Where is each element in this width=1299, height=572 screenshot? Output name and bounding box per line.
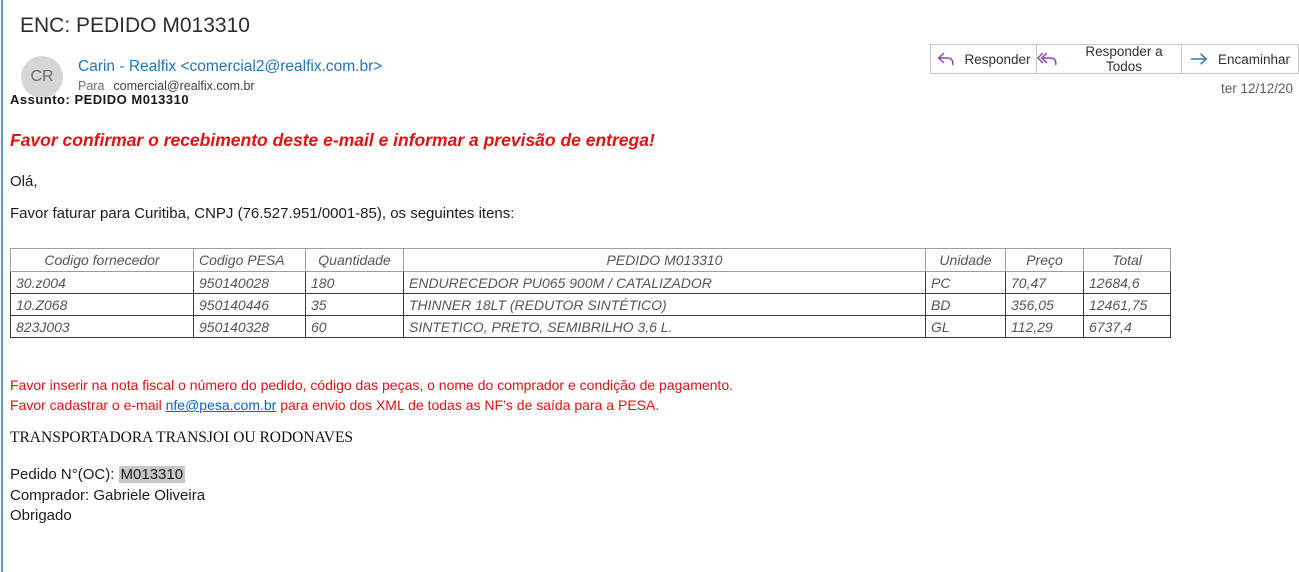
reply-all-button-label: Responder a Todos bbox=[1085, 44, 1163, 74]
avatar-initials: CR bbox=[30, 68, 54, 85]
buyer-line: Comprador: Gabriele Oliveira bbox=[10, 487, 206, 504]
greeting-text: Olá, bbox=[10, 173, 38, 190]
window-left-border bbox=[1, 0, 3, 572]
table-cell: 12461,75 bbox=[1084, 294, 1171, 316]
table-cell: 10.Z068 bbox=[11, 294, 194, 316]
table-header-row bbox=[11, 249, 1171, 272]
message-actions-toolbar bbox=[930, 44, 1299, 74]
clipped-quoted-header-line: Assunto: PEDIDO M013310 bbox=[10, 92, 190, 107]
table-cell: 180 bbox=[306, 272, 404, 294]
to-address[interactable]: comercial@realfix.com.br bbox=[113, 79, 255, 93]
reply-all-arrows-icon bbox=[1037, 52, 1058, 66]
xml-registration-note bbox=[10, 397, 659, 413]
column-header-unidade: Unidade bbox=[926, 249, 1006, 272]
column-header-quantidade: Quantidade bbox=[306, 249, 404, 272]
table-cell: 950140328 bbox=[194, 316, 306, 338]
sender-address-link[interactable]: Carin - Realfix <comercial2@realfix.com.br> bbox=[78, 58, 383, 75]
table-row bbox=[11, 272, 1171, 294]
table-cell: GL bbox=[926, 316, 1006, 338]
table-cell: 823J003 bbox=[11, 316, 194, 338]
reply-button[interactable] bbox=[930, 44, 1037, 74]
note2-suffix: para envio dos XML de todas as NF’s de saída para a PESA. bbox=[276, 397, 660, 413]
table-cell: ENDURECEDOR PU065 900M / CATALIZADOR bbox=[404, 272, 926, 294]
transport-company-text: TRANSPORTADORA TRANSJOI OU RODONAVES bbox=[10, 429, 354, 446]
order-number-label: Pedido N°(OC): bbox=[10, 466, 119, 483]
table-cell: 950140446 bbox=[194, 294, 306, 316]
column-header-pedido: PEDIDO M013310 bbox=[404, 249, 926, 272]
table-cell: 356,05 bbox=[1006, 294, 1084, 316]
forward-button-label: Encaminhar bbox=[1217, 51, 1291, 67]
note2-prefix: Favor cadastrar o e-mail bbox=[10, 397, 166, 413]
billing-intro-text: Favor faturar para Curitiba, CNPJ (76.527.951/0001-85), os seguintes itens: bbox=[10, 205, 515, 222]
email-subject: ENC: PEDIDO M013310 bbox=[20, 14, 250, 37]
table-cell: THINNER 18LT (REDUTOR SINTÉTICO) bbox=[404, 294, 926, 316]
reply-all-button[interactable] bbox=[1036, 44, 1182, 74]
forward-button[interactable] bbox=[1181, 44, 1299, 74]
table-cell: 6737,4 bbox=[1084, 316, 1171, 338]
invoice-note-text: Favor inserir na nota fiscal o número do pedido, código das peças, o nome do comprador e condição de pagamento. bbox=[10, 377, 733, 393]
table-cell: 950140028 bbox=[194, 272, 306, 294]
nfe-email-link[interactable]: nfe@pesa.com.br bbox=[165, 397, 277, 413]
reply-button-label: Responder bbox=[964, 51, 1031, 67]
column-header-total: Total bbox=[1084, 249, 1171, 272]
table-cell: 112,29 bbox=[1006, 316, 1084, 338]
order-number-highlighted: M013310 bbox=[120, 466, 184, 483]
order-items-table bbox=[10, 248, 1171, 338]
reply-arrow-icon bbox=[936, 52, 955, 66]
table-cell: 70,47 bbox=[1006, 272, 1084, 294]
column-header-preco: Preço bbox=[1006, 249, 1084, 272]
thanks-line: Obrigado bbox=[10, 507, 72, 524]
table-cell: 35 bbox=[306, 294, 404, 316]
table-cell: SINTETICO, PRETO, SEMIBRILHO 3,6 L. bbox=[404, 316, 926, 338]
table-row bbox=[11, 316, 1171, 338]
table-cell: 60 bbox=[306, 316, 404, 338]
column-header-codigo-fornecedor: Codigo fornecedor bbox=[11, 249, 194, 272]
table-cell: 30.z004 bbox=[11, 272, 194, 294]
table-cell: PC bbox=[926, 272, 1006, 294]
table-row bbox=[11, 294, 1171, 316]
order-number-line bbox=[10, 466, 185, 483]
recipient-row bbox=[78, 79, 255, 93]
table-cell: BD bbox=[926, 294, 1006, 316]
confirm-receipt-alert-text: Favor confirmar o recebimento deste e-mail e informar a previsão de entrega! bbox=[10, 130, 655, 150]
to-label: Para bbox=[78, 79, 105, 93]
message-date: ter 12/12/20 bbox=[1220, 81, 1293, 96]
table-cell: 12684,6 bbox=[1084, 272, 1171, 294]
column-header-codigo-pesa: Codigo PESA bbox=[194, 249, 306, 272]
forward-arrow-icon bbox=[1190, 52, 1209, 66]
